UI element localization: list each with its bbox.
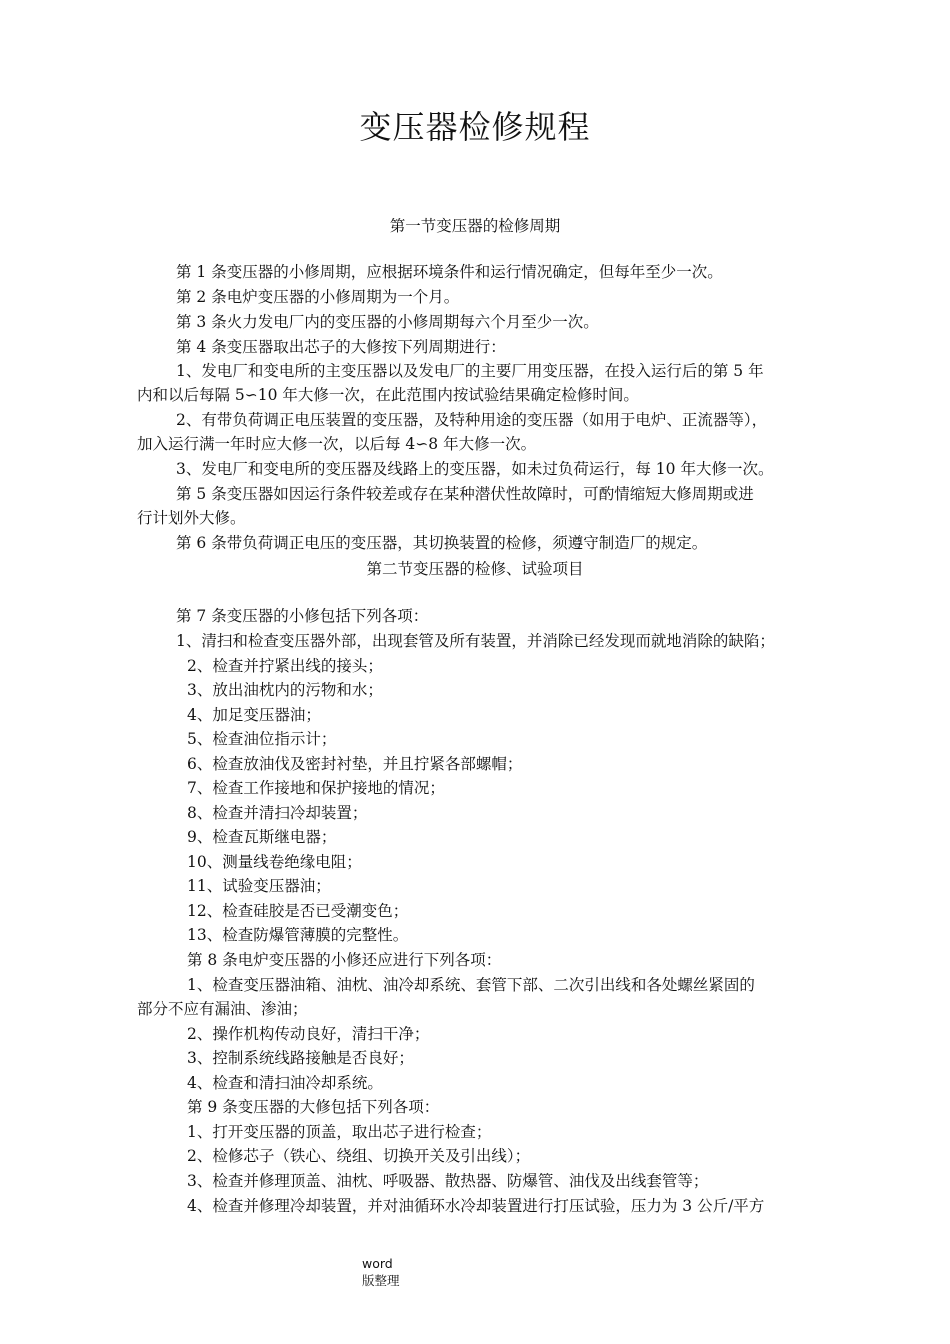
paragraph-line: 第 2 条电炉变压器的小修周期为一个月。 — [176, 288, 460, 306]
paragraph-line: 第 3 条火力发电厂内的变压器的小修周期每六个月至少一次。 — [176, 313, 599, 331]
list-item: 3、放出油枕内的污物和水； — [187, 681, 383, 699]
list-item: 10、测量线卷绝缘电阻； — [187, 853, 362, 871]
list-item: 1、清扫和检查变压器外部，出现套管及所有装置，并消除已经发现而就地消除的缺陷； — [176, 632, 775, 650]
paragraph-line: 1、发电厂和变电所的主变压器以及发电厂的主要厂用变压器，在投入运行后的第 5 年 — [176, 362, 764, 380]
paragraph-line: 加入运行满一年时应大修一次，以后每 4∽8 年大修一次。 — [137, 435, 537, 453]
list-item: 2、操作机构传动良好，清扫干净； — [187, 1025, 430, 1043]
list-item: 4、检查并修理冷却装置，并对油循环水冷却装置进行打压试验，压力为 3 公斤/平方 — [187, 1197, 765, 1215]
paragraph-line: 第 7 条变压器的小修包括下列各项： — [176, 607, 429, 625]
paragraph-line: 第 5 条变压器如因运行条件较差或存在某种潜伏性故障时，可酌情缩短大修周期或进 — [176, 485, 754, 503]
paragraph-line: 第 8 条电炉变压器的小修还应进行下列各项： — [187, 951, 502, 969]
list-item: 9、检查瓦斯继电器； — [187, 828, 337, 846]
paragraph-line: 第 4 条变压器取出芯子的大修按下列周期进行： — [176, 338, 506, 356]
paragraph-line: 部分不应有漏油、渗油； — [137, 1000, 308, 1018]
paragraph-line: 2、有带负荷调正电压装置的变压器，及特种用途的变压器（如用于电炉、正流器等）， — [176, 411, 768, 429]
list-item: 4、加足变压器油； — [187, 706, 321, 724]
list-item: 1、检查变压器油箱、油枕、油冷却系统、套管下部、二次引出线和各处螺丝紧固的 — [187, 976, 755, 994]
footer-line-2: 版整理 — [362, 1273, 400, 1288]
list-item: 5、检查油位指示计； — [187, 730, 337, 748]
list-item: 4、检查和清扫油冷却系统。 — [187, 1074, 383, 1092]
paragraph-line: 内和以后每隔 5∽10 年大修一次，在此范围内按试验结果确定检修时间。 — [137, 386, 639, 404]
paragraph-line: 3、发电厂和变电所的变压器及线路上的变压器，如未过负荷运行，每 10 年大修一次。 — [176, 460, 774, 478]
section-heading-2: 第二节变压器的检修、试验项目 — [366, 560, 584, 578]
footer-line-1: word — [362, 1256, 393, 1271]
list-item: 11、试验变压器油； — [187, 877, 331, 895]
list-item: 3、控制系统线路接触是否良好； — [187, 1049, 414, 1067]
document-title: 变压器检修规程 — [359, 108, 591, 146]
list-item: 2、检查并拧紧出线的接头； — [187, 657, 383, 675]
paragraph-line: 第 6 条带负荷调正电压的变压器，其切换装置的检修，须遵守制造厂的规定。 — [176, 534, 708, 552]
list-item: 7、检查工作接地和保护接地的情况； — [187, 779, 445, 797]
paragraph-line: 行计划外大修。 — [137, 509, 246, 527]
list-item: 6、检查放油伐及密封衬垫，并且拧紧各部螺帽； — [187, 755, 523, 773]
list-item: 8、检查并清扫冷却装置； — [187, 804, 368, 822]
paragraph-line: 第 1 条变压器的小修周期，应根据环境条件和运行情况确定，但每年至少一次。 — [176, 263, 723, 281]
list-item: 13、检查防爆管薄膜的完整性。 — [187, 926, 409, 944]
section-heading-1: 第一节变压器的检修周期 — [389, 217, 561, 235]
list-item: 2、检修芯子（铁心、绕组、切换开关及引出线）； — [187, 1147, 531, 1165]
list-item: 3、检查并修理顶盖、油枕、呼吸器、散热器、防爆管、油伐及出线套管等； — [187, 1172, 709, 1190]
paragraph-line: 第 9 条变压器的大修包括下列各项： — [187, 1098, 440, 1116]
list-item: 12、检查硅胶是否已受潮变色； — [187, 902, 409, 920]
list-item: 1、打开变压器的顶盖，取出芯子进行检查； — [187, 1123, 492, 1141]
